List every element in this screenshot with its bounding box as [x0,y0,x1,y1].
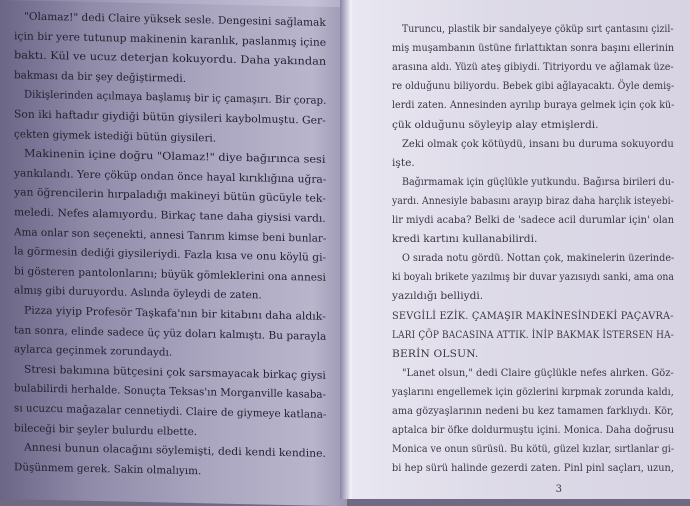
text-line: yankılandı. Yere çöküp ondan önce hayal kırıklığına uğra- [14,167,327,186]
text-line: SEVGİLİ EZİK. ÇAMAŞIR MAKİNESİNDEKİ PAÇAVRA- [392,309,674,322]
text-line: Bağırmamak için güçlükle yutkundu. Bağırsa birileri du- [402,175,675,188]
right-page [352,0,690,499]
text-line: Monica ve onun sürüsü. Bu kötü, güzel kızlar, sırtlanlar gi- [392,443,675,456]
text-line: meledi. Nefes alamıyordu. Birkaç tane daha giysisi vardı. [14,206,326,225]
text-line: sı ucuzcu mağazalar cennetiydi. Claire de giymeye katlana- [14,402,327,421]
text-line: yan öğrencilerin hırpaladığı makineyi bütün gücüyle tek- [14,186,326,206]
text-line: kredi kartını kullanabilirdi. [392,233,538,246]
text-line: Zeki olmak çok kötüydü, insanı bu duruma sokuyordu [402,137,674,150]
text-line: ki boyalı brikete yazılmış bir duvar yazısıydı sanki, ama ona [392,271,674,284]
text-line: aylarca geçinmek zorundaydı. [14,343,173,359]
text-line: yardı. Annesiyle babasını arayıp biraz daha harçlık isteyebi- [392,194,674,207]
text-line: "Lanet olsun," dedi Claire güçlükle nefes alırken. Göz- [402,366,674,379]
text-line: Ama onlar son seçenekti, annesi Tanrım kimse beni bunlar- [14,225,327,245]
text-line: re olduğunu biliyordu. Bebek gibi ağlayacaktı. Öyle demiş- [392,80,675,93]
page-number: 3 [555,484,562,495]
text-line: almış gibi duruyordu. Aslında öyleydi de zaten. [14,284,262,302]
text-line: Turuncu, plastik bir sandalyeye çöküp sırt çantasını çizil- [402,23,674,35]
text-line: bi gösteren pantolonlarını; büyük gömleklerini ona annesi [14,265,326,284]
text-line: yaşlarını engellemek için gözlerini kırpmak zorunda kaldı, [392,385,674,398]
text-line: aptalca bir öfke doldurmuştu içini. Monica. Daha doğrusu [392,424,675,437]
text-line: ama gözyaşlarının nedeni bu kez tamamen farklıydı. Kör, [392,405,674,417]
text-line: işte. [392,156,415,169]
text-line: tan sonra, elinde sadece üç yüz doları kalmıştı. Bu parayla [14,323,327,343]
text-line: bakması da bir şey değiştirmedi. [14,69,187,85]
text-line: arasına aldı. Yüzü ateş gibiydi. Titriyordu ve ağlamak üze- [392,61,674,74]
text-line: bi hep sürü halinde gezerdi zaten. Pinl pinl saçları, uzun, [392,462,674,475]
text-line: Pizza yiyip Profesör Taşkafa'nın bir kitabını daha aldık- [24,304,326,323]
text-line: lir miydi acaba? Belki de 'sadece acil durumlar için' olan [392,214,675,226]
text-line: için bir yere tutunup makinenin karanlık, paslanmış içine [14,29,327,49]
text-line: LARI ÇÖP BACASINA ATTIK. İNİP BAKMAK İSTERSEN HA- [392,328,674,341]
text-line: çekten giymek istediği bütün giysileri. [14,127,217,145]
text-line: miş muşambanın üstüne fırlattıktan sonra başını ellerinin [392,42,675,55]
text-line: BERİN OLSUN. [392,347,479,360]
text-line: Düşünmem gerek. Sakin olmalıyım. [14,461,202,478]
text-line: baktı. Kül ve ucuz deterjan kokuyordu. Daha yakından [14,49,327,69]
text-line: Makinenin içine doğru "Olamaz!" diye bağırınca sesi [24,147,326,167]
text-line: bulabilirdi herhalde. Sonuçta Teksas'ın Morganville kasaba- [14,382,326,402]
text-line: bileceği bir şeyler bulurdu elbette. [14,421,198,438]
text-line: la görmesin dediği giysileriydi. Fazla kısa ve onu köylü gi- [14,245,327,265]
text-line: "Olamaz!" dedi Claire yüksek sesle. Dengesini sağlamak [24,10,326,29]
text-line: Stresi bakımına bütçesini çok sarsmayacak birkaç giysi [24,363,326,382]
text-line: çük olduğunu söyleyip alay etmişlerdi. [392,118,599,131]
text-line: Annesi bunun olacağını söylemişti, dedi kendi kendine. [24,441,326,461]
text-line: yazıldığı belliydi. [392,290,484,303]
text-line: lerdi zaten. Annesinden ayrılıp buraya gelmek için çok kü- [392,99,675,112]
text-line: Dikişlerinden açılmaya başlamış bir iç çamaşırı. Bir çorap. [24,88,327,108]
text-line: Son iki haftadır giydiği bütün giysileri kaybolmuştu. Ger- [14,108,326,127]
text-line: O sırada notu gördü. Nottan çok, makinelerin üzerinde- [402,252,675,265]
